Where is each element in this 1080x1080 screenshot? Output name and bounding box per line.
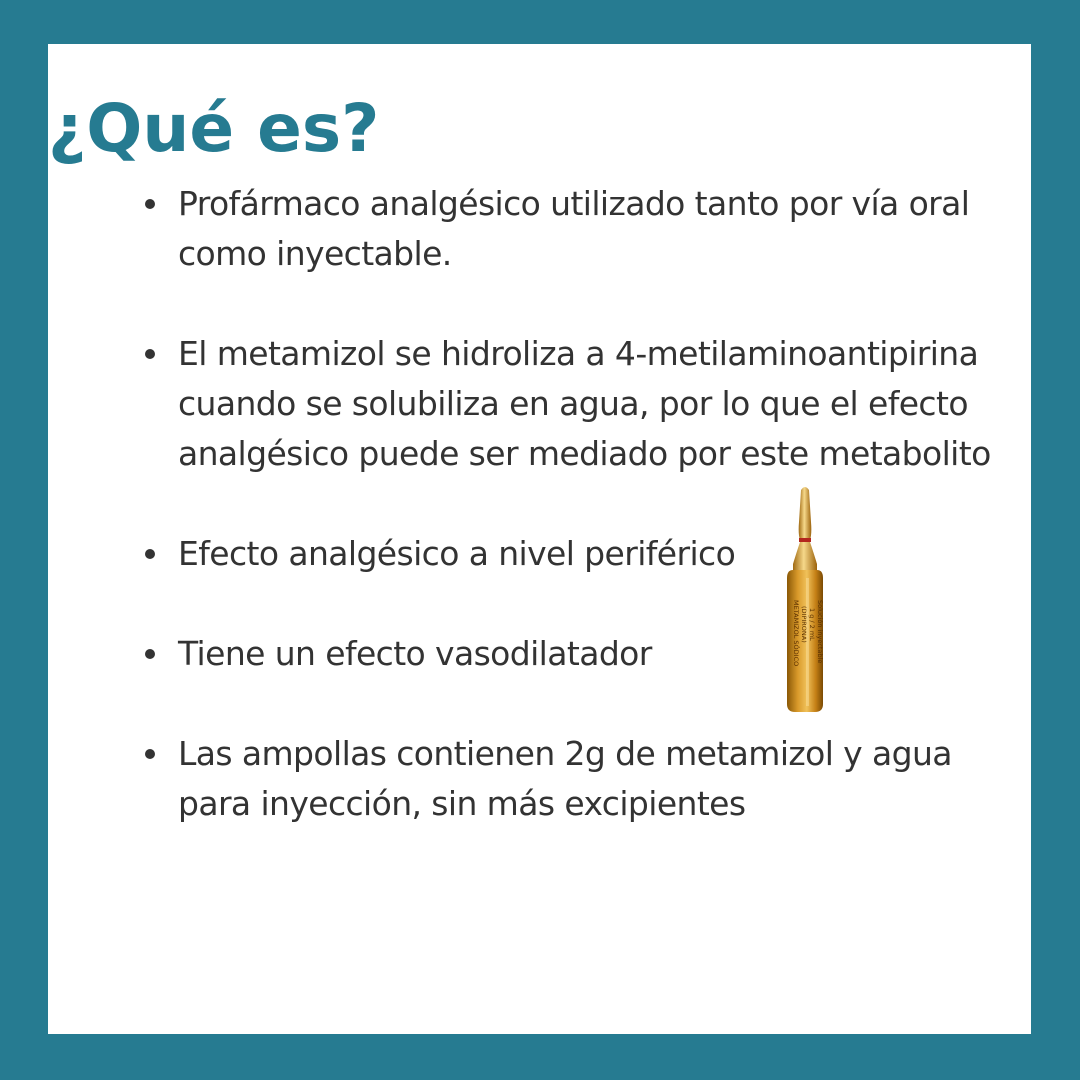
ampoule-label-text: (DIPIRONA) (800, 606, 808, 643)
bullet-dot (145, 649, 155, 659)
bullet-item (178, 529, 1058, 579)
ampoule-label-text: METAMIZOL SÓDICO (792, 600, 800, 667)
bullet-line: cuando se solubiliza en agua, por lo que el efecto (178, 384, 968, 423)
bullet-item (178, 729, 1058, 829)
ampoule-label-text: Solución inyectable (816, 600, 824, 664)
bullet-line: El metamizol se hidroliza a 4-metilaminoantipirina (178, 334, 979, 373)
bullet-line: Profármaco analgésico utilizado tanto por vía oral (178, 184, 970, 223)
bullet-line: Las ampollas contienen 2g de metamizol y agua (178, 734, 952, 773)
bullet-dot (145, 549, 155, 559)
bullet-line: analgésico puede ser mediado por este metabolito (178, 434, 991, 473)
bullet-dot (145, 349, 155, 359)
ampoule-tip (799, 487, 812, 540)
ampoule-image (770, 482, 840, 718)
bullet-item (178, 629, 1058, 679)
bullet-dot (145, 749, 155, 759)
bullet-item (178, 179, 1058, 279)
ampoule-neck (793, 542, 817, 572)
bullet-item (178, 329, 1058, 479)
bullet-dot (145, 199, 155, 209)
bullet-line: Tiene un efecto vasodilatador (178, 634, 652, 673)
ampoule-ring (799, 538, 811, 542)
bullet-line: como inyectable. (178, 234, 452, 273)
ampoule-highlight (806, 578, 809, 706)
bullet-line: Efecto analgésico a nivel periférico (178, 534, 736, 573)
content-card (48, 44, 1031, 1034)
ampoule-label-text: 1 g / 2 mL (808, 608, 816, 641)
bullet-line: para inyección, sin más excipientes (178, 784, 746, 823)
page-title: ¿Qué es? (48, 90, 380, 167)
